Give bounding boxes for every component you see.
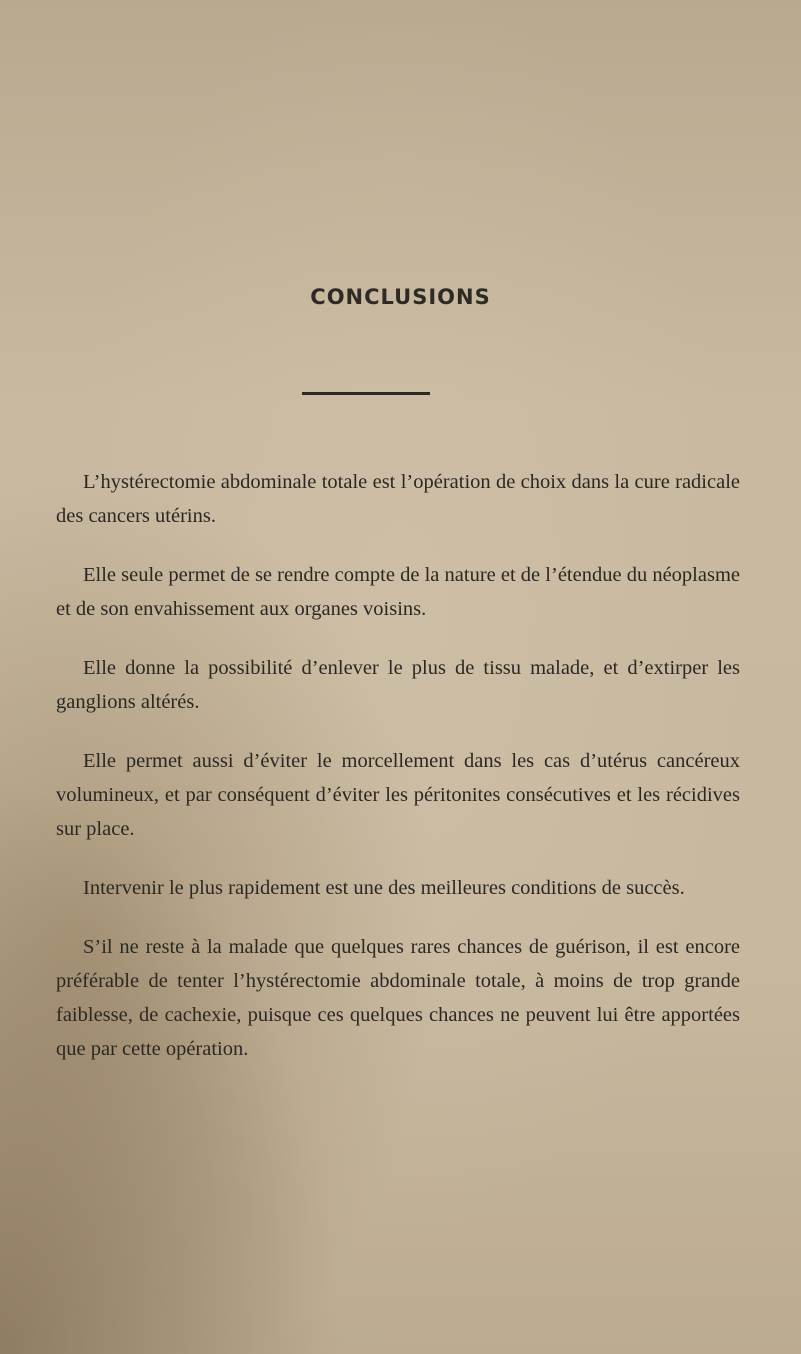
- paragraph-1: L’hystérectomie abdominale totale est l’opération de choix dans la cure radicale des cancers utérins.: [56, 471, 740, 527]
- title-divider: [302, 392, 430, 395]
- paragraph-4: Elle permet aussi d’éviter le morcellement dans les cas d’utérus cancéreux volumineux, et par conséquent d’éviter les péritonites consécutives et les récidives sur place.: [56, 750, 740, 840]
- body-text: [56, 465, 740, 1091]
- paragraph-3: Elle donne la possibilité d’enlever le plus de tissu malade, et d’extirper les ganglions altérés.: [56, 657, 740, 713]
- paragraph-5: Intervenir le plus rapidement est une des meilleures conditions de succès.: [83, 877, 685, 899]
- page-title: CONCLUSIONS: [310, 285, 491, 309]
- paragraph-2: Elle seule permet de se rendre compte de la nature et de l’étendue du néoplasme et de son envahissement aux organes voisins.: [56, 564, 740, 620]
- paragraph-6: S’il ne reste à la malade que quelques rares chances de guérison, il est encore préférable de tenter l’hystérectomie abdominale totale, à moins de trop grande faiblesse, de cachexie, puisque ces quelques chances ne peuvent lui être apportées que par cette opération.: [56, 936, 740, 1060]
